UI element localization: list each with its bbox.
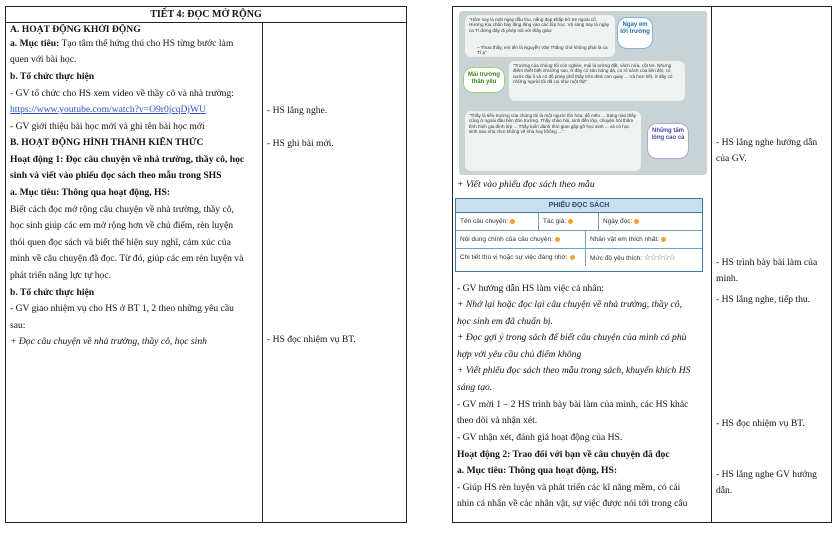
student-note: - HS lắng nghe. — [267, 105, 328, 116]
story-tag: Mái trường thân yêu — [463, 67, 505, 93]
form-cell: Chi tiết thú vị hoặc sự việc đáng nhớ: — [456, 249, 586, 266]
video-link[interactable]: https://www.youtube.com/watch?v=O9r0jcqDjWU — [10, 104, 207, 115]
text-line: phát triển năng lực tự học. — [10, 270, 111, 281]
text-line: học sinh em đã chuẩn bị. — [457, 316, 553, 327]
text-line: sáng tạo. — [457, 382, 493, 393]
form-cell: Ngày đọc: — [599, 213, 702, 230]
text-line: - GV mời 1 – 2 HS trình bày bài làm của mình, các HS khác — [457, 399, 689, 410]
text-line: - GV tổ chức cho HS xem video về thầy cô và nhà trường: — [10, 88, 234, 99]
student-note: - HS ghi bài mới. — [267, 138, 334, 149]
text-line: hợp với yêu cầu chủ điểm không — [457, 349, 582, 360]
student-note: mình. — [716, 273, 739, 284]
text-line: - GV nhận xét, đánh giá hoạt động của HS. — [457, 432, 623, 443]
objective-line: a. Mục tiêu: Tạo tâm thế hứng thú cho HS từng bước làm — [10, 38, 234, 49]
form-row — [456, 231, 702, 249]
student-note: - HS lắng nghe, tiếp thu. — [716, 294, 811, 305]
bullet-icon — [634, 219, 639, 224]
rating-stars-icon: ☆☆☆☆☆ — [643, 253, 675, 262]
subheading: a. Mục tiêu: Thông qua hoạt động, HS: — [457, 465, 618, 476]
bullet-icon — [568, 219, 573, 224]
form-title: PHIẾU ĐỌC SÁCH — [456, 199, 702, 213]
quote-bubble — [509, 61, 685, 101]
reading-sheet-form — [455, 198, 703, 272]
form-cell: Nội dung chính của câu chuyện: — [456, 231, 586, 248]
bullet-icon — [510, 219, 515, 224]
form-cell: Tác giả: — [539, 213, 599, 230]
right-page — [452, 6, 832, 523]
text-line: + Viết phiếu đọc sách theo mẫu trong sách, khuyến khích HS — [457, 365, 691, 376]
subheading: a. Mục tiêu: Thông qua hoạt động, HS: — [10, 187, 171, 198]
form-cell: Tên câu chuyện: — [456, 213, 539, 230]
text-line: - Giúp HS rèn luyện và phát triển các kĩ năng mềm, có cái — [457, 482, 681, 493]
student-note: - HS đọc nhiệm vụ BT. — [267, 334, 356, 345]
subheading: b. Tổ chức thực hiện — [10, 287, 95, 298]
quote-bubble — [465, 15, 615, 57]
left-activities-column — [6, 23, 263, 522]
story-tag: Ngày em tới trường — [617, 17, 653, 49]
student-note: dẫn. — [716, 485, 733, 496]
text-line: + Nhớ lại hoặc đọc lại câu chuyện về nhà trường, thầy cô, — [457, 299, 682, 310]
text-line: quen với bài học. — [10, 54, 77, 65]
quote-author: – Thưa thầy, em tên là Nguyễn Văn Thắng chứ không phải là ca Tí ạ" — [477, 45, 608, 56]
left-table — [6, 23, 406, 522]
subheading: b. Tổ chức thực hiện — [10, 71, 95, 82]
bullet-icon — [661, 237, 666, 242]
section-heading: B. HOẠT ĐỘNG HÌNH THÀNH KIẾN THỨC — [10, 137, 204, 148]
text-line: mình về câu chuyện đã đọc. Từ đó, giúp các em rèn luyện và — [10, 253, 244, 264]
quote-bubble — [465, 111, 641, 171]
quote-text: "Hôm nay là một ngày đầu thu, nắng đẹp khắp bờ tre ngoài cổ. Hương Kia chân bay lăng lăng vào các lớp học. Vả sáng nay là ngày ca Tí đứng đây đi phép nói với thầy giáo: — [469, 17, 610, 33]
quote-text: "Thầy là tiếu trường của chúng tôi là một người tồn hòa, dễ mến ... Sáng nào thầy cũng ở ngoài đầu bên đón trường. Thầy chào hỏi, sinh đến lớp, chuyện hỏi thăm tình hình gia đình lớp ... Thầy luôn dành thời gian gặp gỡ học sinh ... và có học sinh nào nhà chơi không vẽ nhà hay không ..." — [469, 113, 637, 135]
text-line: học sinh giúp các em mở rộng hơn về chủ điểm, rèn luyện — [10, 220, 234, 231]
lesson-title: TIẾT 4: ĐỌC MỞ RỘNG — [6, 7, 406, 23]
bullet-icon — [555, 237, 560, 242]
objective-text: Tạo tâm thế hứng thú cho HS từng bước làm — [61, 38, 234, 49]
text-line: - GV giao nhiệm vụ cho HS ở BT 1, 2 theo những yêu cầu — [10, 303, 234, 314]
bullet-icon — [570, 255, 575, 260]
text-line: Biết cách đọc mở rộng câu chuyện về nhà trường, thầy cô, — [10, 204, 234, 215]
story-tag: Những tấm lòng cao cả — [647, 123, 689, 159]
form-cell: Nhân vật em thích nhất: — [586, 231, 702, 248]
right-table — [453, 7, 831, 522]
text-line: nhìn cá nhân về các nhân vật, sự việc được nói tới trong câu — [457, 498, 688, 509]
text-line: sau: — [10, 320, 26, 331]
section-heading: A. HOẠT ĐỘNG KHỞI ĐỘNG — [10, 24, 141, 35]
student-note: - HS lắng nghe GV hướng — [716, 469, 817, 480]
form-row — [456, 249, 702, 266]
write-instruction: + Viết vào phiếu đọc sách theo mẫu — [457, 179, 595, 190]
text-line: theo dõi và nhận xét. — [457, 415, 538, 426]
form-cell: Mức độ yêu thích: ☆☆☆☆☆ — [590, 253, 675, 262]
student-note: - HS đọc nhiệm vụ BT. — [716, 418, 805, 429]
activity-heading: sinh và viết vào phiếu đọc sách theo mẫu trong SHS — [10, 170, 222, 181]
text-line: - GV giới thiệu bài học mới và ghi tên bài học mới — [10, 121, 205, 132]
activity-heading: Hoạt động 2: Trao đổi với bạn về câu chuyện đã đọc — [457, 449, 670, 460]
text-line: + Đọc gợi ý trong sách để biết câu chuyện của mình có phù — [457, 332, 687, 343]
textbook-excerpt-image — [459, 11, 707, 175]
text-line: thói quen đọc sách và biết thể hiện suy nghĩ, cảm xúc của — [10, 237, 231, 248]
right-students-column — [712, 7, 831, 522]
form-row — [456, 213, 702, 231]
left-students-column — [263, 23, 406, 522]
student-note: - HS trình bày bài làm của — [716, 257, 818, 268]
quote-text: "Trường của chúng tôi còn nghèo, mái lá tường đất, vách nứa, cột tre. Nhưng điểm thiết biết nhường sao, ở đây có sân bóng đá, có rổ sách của liên đội, có nước địa lí và có đồ phép phổ thầy trên đỉnh con quay ... Và hơn hết, ở đây có những người tôi đã coi như ruột thịt" — [513, 63, 673, 85]
text-line: - GV hướng dẫn HS làm việc cá nhân: — [457, 283, 605, 294]
student-note: của GV. — [716, 153, 747, 164]
left-page — [5, 6, 407, 523]
text-line: + Đọc câu chuyện về nhà trường, thầy cô, học sinh — [10, 336, 207, 347]
student-note: - HS lắng nghe hướng dẫn — [716, 137, 818, 148]
right-activities-column — [453, 7, 712, 522]
activity-heading: Hoạt động 1: Đọc câu chuyện về nhà trường, thầy cô, học — [10, 154, 245, 165]
